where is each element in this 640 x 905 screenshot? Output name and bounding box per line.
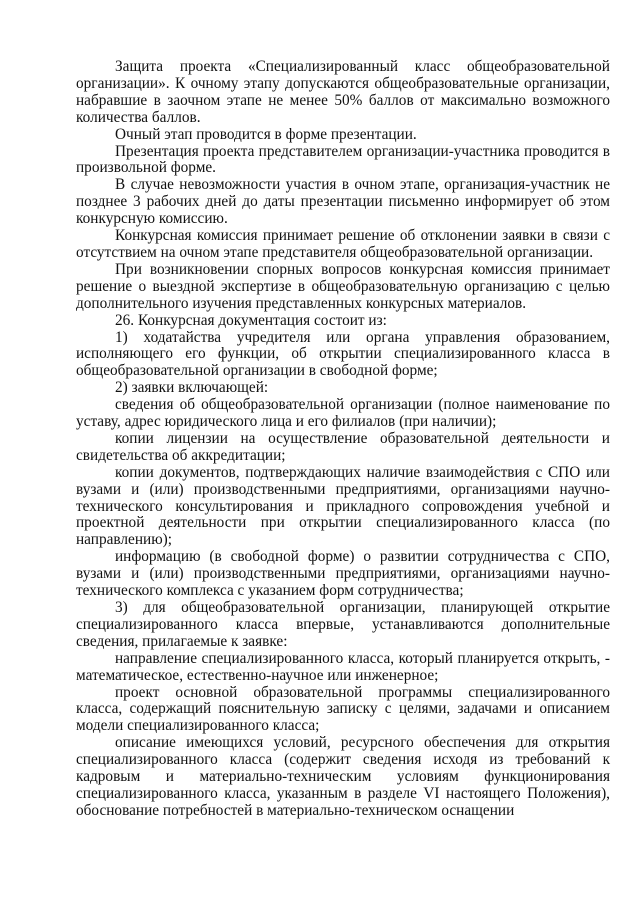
paragraph-presentation-free-form: Презентация проекта представителем организации-участника проводится в произвольной форме. (76, 142, 610, 177)
paragraph-absence-notice: В случае невозможности участия в очном этапе, организация-участник не позднее 3 рабочих дней до даты презентации письменно информирует об этом конкурсную комиссию. (76, 176, 610, 228)
list-item-first-time-orgs: 3) для общеобразовательной организации, планирующей открытие специализированного класса впервые, устанавливаются дополнительные сведения, прилагаемые к заявке: (76, 599, 610, 650)
list-item-org-info: сведения об общеобразовательной организации (полное наименование по уставу, адрес юридического лица и его филиалов (при наличии); (76, 396, 610, 431)
document-body (76, 59, 610, 820)
paragraph-defense-intro: Защита проекта «Специализированный класс общеобразовательной организации». К очному этапу допускаются общеобразовательные организации, набравшие в заочном этапе не менее 50% баллов от максимально возможного количества баллов. (76, 58, 610, 126)
list-item-class-direction: направление специализированного класса, который планируется открыть, - математическое, естественно-научное или инженерное; (76, 649, 610, 684)
list-item-program-draft: проект основной образовательной программы специализированного класса, содержащий пояснительную записку с целями, задачами и описанием модели специализированного класса; (76, 683, 610, 735)
paragraph-presentation-form: Очный этап проводится в форме презентации. (115, 125, 417, 143)
list-item-cooperation-documents: копии документов, подтверждающих наличие взаимодействия с СПО или вузами и (или) производственными предприятиями, организациями научно-технического консультирования и прикладного сопровождения учебной и проектной деятельности при открытии специализированного класса (по направлению); (76, 463, 610, 549)
list-item-application: 2) заявки включающей: (115, 379, 269, 397)
paragraph-site-expertise: При возникновении спорных вопросов конкурсная комиссия принимает решение о выездной экспертизе в общеобразовательную организацию с целью дополнительного изучения представленных конкурсных материалов. (76, 260, 610, 312)
list-item-conditions-description: описание имеющихся условий, ресурсного обеспечения для открытия специализированного класса (содержит сведения исходя из требований к кадровым и материально-техническим условиям функционирования специализированного класса, указанным в разделе VI настоящего Положения), обоснование потребностей в материально-техническом оснащении (76, 734, 610, 819)
paragraph-section-26: 26. Конкурсная документация состоит из: (115, 311, 387, 329)
list-item-cooperation-info: информацию (в свободной форме) о развитии сотрудничества с СПО, вузами и (или) производственными предприятиями, организациями научно-технического комплекса с указанием форм сотрудничества; (76, 548, 610, 600)
list-item-license-copies: копии лицензии на осуществление образовательной деятельности и свидетельства об аккредитации; (76, 429, 610, 464)
paragraph-rejection: Конкурсная комиссия принимает решение об отклонении заявки в связи с отсутствием на очном этапе представителя общеобразовательной организации. (76, 227, 610, 261)
list-item-petition: 1) ходатайства учредителя или органа управления образованием, исполняющего его функции, об открытии специализированного класса в общеобразовательной организации в свободной форме; (76, 328, 610, 380)
